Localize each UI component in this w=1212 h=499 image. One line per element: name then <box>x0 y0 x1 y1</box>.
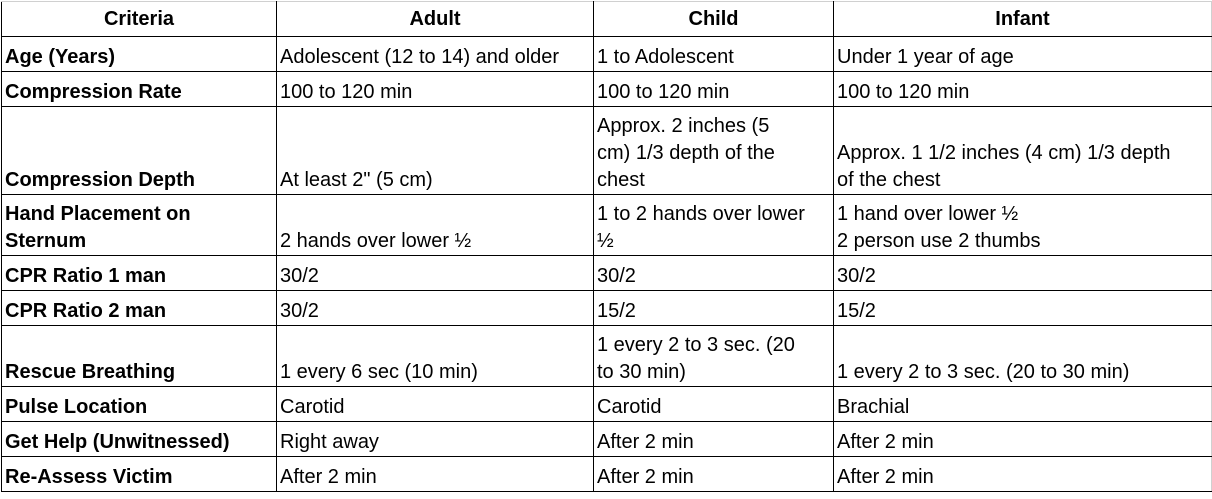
table-row <box>2 326 1212 387</box>
adult-cell <box>277 291 594 326</box>
child-cell <box>594 387 834 422</box>
child-cell <box>594 107 834 195</box>
cell-text-line: Brachial <box>837 396 910 418</box>
criteria-cell <box>2 37 277 72</box>
cell-text-line: 30/2 <box>837 265 876 287</box>
cell-text-line: chest <box>597 169 645 191</box>
table-row <box>2 107 1212 195</box>
cell-text-line: 30/2 <box>280 265 319 287</box>
cell-text-line: After 2 min <box>597 431 694 453</box>
cell-text-line: cm) 1/3 depth of the <box>597 142 775 164</box>
cell-text-line: 100 to 120 min <box>280 81 413 103</box>
infant-cell <box>834 195 1212 256</box>
cell-text-line: Approx. 1 1/2 inches (4 cm) 1/3 depth <box>837 142 1171 164</box>
cell-text-line: 1 every 2 to 3 sec. (20 to 30 min) <box>837 361 1130 383</box>
cell-text-line: Compression Rate <box>5 81 182 103</box>
table-body <box>2 37 1212 492</box>
cell-text-line: 2 person use 2 thumbs <box>837 230 1041 252</box>
header-infant: Infant <box>834 2 1212 37</box>
child-cell <box>594 457 834 492</box>
cpr-criteria-table <box>1 1 1212 492</box>
criteria-cell <box>2 195 277 256</box>
cell-text-line: Carotid <box>280 396 345 418</box>
cell-text-line: 15/2 <box>597 300 636 322</box>
cell-text-line: 1 hand over lower ½ <box>837 203 1019 225</box>
cell-text-line: Get Help (Unwitnessed) <box>5 431 230 453</box>
cell-text-line: 1 every 6 sec (10 min) <box>280 361 478 383</box>
criteria-cell <box>2 291 277 326</box>
infant-cell <box>834 457 1212 492</box>
infant-cell <box>834 387 1212 422</box>
cell-text-line: of the chest <box>837 169 941 191</box>
child-cell <box>594 256 834 291</box>
criteria-cell <box>2 457 277 492</box>
cell-text-line: Compression Depth <box>5 169 196 191</box>
cell-text-line: 15/2 <box>837 300 876 322</box>
cell-text-line: After 2 min <box>837 431 934 453</box>
cell-text-line: 1 to Adolescent <box>597 46 734 68</box>
infant-cell <box>834 72 1212 107</box>
cell-text-line: Sternum <box>5 230 87 252</box>
infant-cell <box>834 326 1212 387</box>
adult-cell <box>277 37 594 72</box>
cell-text-line: 30/2 <box>280 300 319 322</box>
infant-cell <box>834 107 1212 195</box>
cell-text-line: 1 every 2 to 3 sec. (20 <box>597 334 795 356</box>
adult-cell <box>277 326 594 387</box>
cell-text-line: After 2 min <box>280 466 377 488</box>
cell-text-line: Pulse Location <box>5 396 148 418</box>
child-cell <box>594 291 834 326</box>
table-row <box>2 256 1212 291</box>
header-child: Child <box>594 2 834 37</box>
cell-text-line: 1 to 2 hands over lower <box>597 203 805 225</box>
criteria-cell <box>2 107 277 195</box>
cell-text-line: 2 hands over lower ½ <box>280 230 472 252</box>
criteria-cell <box>2 422 277 457</box>
cell-text-line: Approx. 2 inches (5 <box>597 115 770 137</box>
infant-cell <box>834 291 1212 326</box>
criteria-cell <box>2 326 277 387</box>
table-row <box>2 72 1212 107</box>
cell-text-line: ½ <box>597 230 614 252</box>
cell-text-line: At least 2" (5 cm) <box>280 169 433 191</box>
header-criteria: Criteria <box>2 2 277 37</box>
cell-text-line: After 2 min <box>597 466 694 488</box>
adult-cell <box>277 387 594 422</box>
adult-cell <box>277 256 594 291</box>
cell-text-line: CPR Ratio 2 man <box>5 300 167 322</box>
table-row <box>2 291 1212 326</box>
adult-cell <box>277 107 594 195</box>
cell-text-line: 30/2 <box>597 265 636 287</box>
table-row <box>2 422 1212 457</box>
infant-cell <box>834 422 1212 457</box>
cell-text-line: 100 to 120 min <box>837 81 970 103</box>
cell-text-line: Right away <box>280 431 379 453</box>
cell-text-line: Carotid <box>597 396 662 418</box>
child-cell <box>594 37 834 72</box>
cell-text-line: CPR Ratio 1 man <box>5 265 167 287</box>
cell-text-line: 100 to 120 min <box>597 81 730 103</box>
child-cell <box>594 195 834 256</box>
criteria-cell <box>2 387 277 422</box>
infant-cell <box>834 37 1212 72</box>
child-cell <box>594 72 834 107</box>
table-row <box>2 37 1212 72</box>
adult-cell <box>277 195 594 256</box>
cell-text-line: Rescue Breathing <box>5 361 176 383</box>
header-row <box>2 2 1212 37</box>
table-row <box>2 387 1212 422</box>
cell-text-line: Adolescent (12 to 14) and older <box>280 46 560 68</box>
cell-text-line: After 2 min <box>837 466 934 488</box>
adult-cell <box>277 457 594 492</box>
cell-text-line: Hand Placement on <box>5 203 191 225</box>
table-header <box>2 2 1212 37</box>
cell-text-line: Under 1 year of age <box>837 46 1014 68</box>
infant-cell <box>834 256 1212 291</box>
cell-text-line: Age (Years) <box>5 46 116 68</box>
adult-cell <box>277 422 594 457</box>
criteria-cell <box>2 256 277 291</box>
child-cell <box>594 422 834 457</box>
cell-text-line: Re-Assess Victim <box>5 466 173 488</box>
header-adult: Adult <box>277 2 594 37</box>
table-row <box>2 195 1212 256</box>
table-row <box>2 457 1212 492</box>
criteria-cell <box>2 72 277 107</box>
adult-cell <box>277 72 594 107</box>
child-cell <box>594 326 834 387</box>
cell-text-line: to 30 min) <box>597 361 686 383</box>
